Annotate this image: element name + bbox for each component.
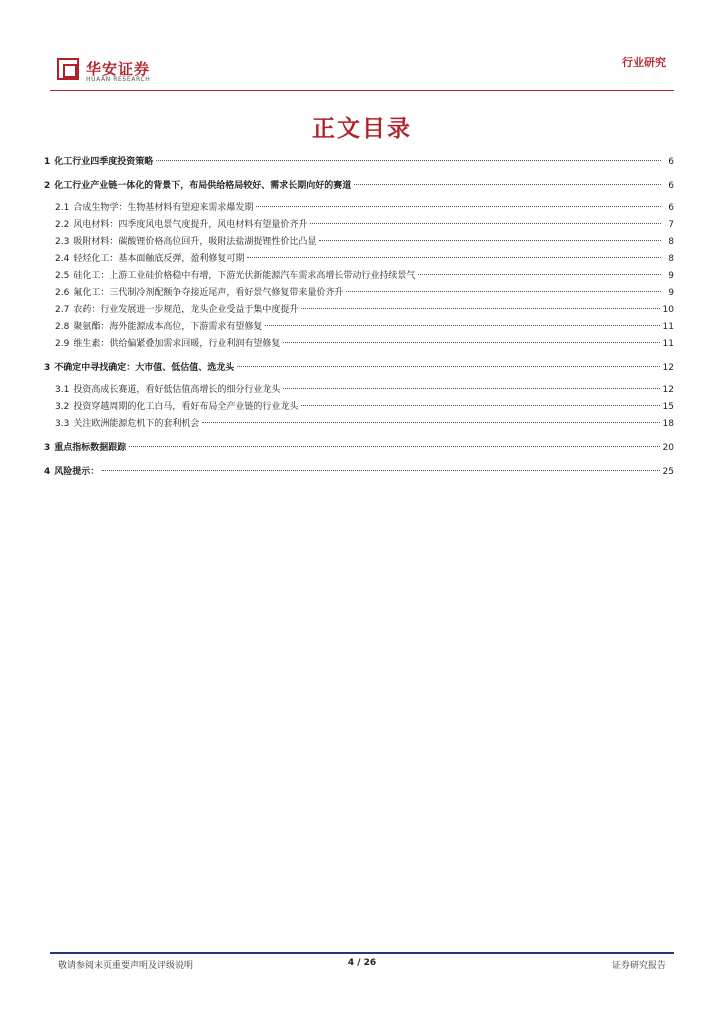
toc-dot-leader — [247, 257, 661, 258]
toc-entry[interactable] — [44, 382, 674, 397]
toc-entry-title: 化工行业产业链一体化的背景下，布局供给格局较好、需求长期向好的赛道 — [54, 181, 352, 191]
toc-entry-number: 2.9 — [55, 339, 70, 349]
toc-entry-title: 硅化工：上游工业硅价格稳中有增，下游光伏新能源汽车需求高增长带动行业持续景气 — [73, 271, 416, 281]
toc-entry[interactable] — [44, 319, 674, 334]
toc-entry-page: 8 — [668, 254, 674, 264]
toc-entry-number: 3.1 — [55, 385, 70, 395]
brand-logo-icon — [57, 58, 79, 80]
brand-name-cn: 华安证券 — [86, 60, 151, 78]
toc-entry-title: 聚氨酯：海外能源成本高位，下游需求有望修复 — [73, 322, 263, 332]
toc-entry-page: 11 — [662, 322, 674, 332]
toc-entry-title: 合成生物学：生物基材料有望迎来需求爆发期 — [73, 203, 254, 213]
toc-dot-leader — [283, 342, 659, 343]
toc-entry-page: 15 — [662, 402, 674, 412]
toc-entry-page: 25 — [662, 467, 674, 477]
toc-entry-page: 8 — [668, 237, 674, 247]
page-title: 正文目录 — [312, 115, 412, 142]
toc-entry-page: 10 — [662, 305, 674, 315]
toc-entry-number: 2.3 — [55, 237, 70, 247]
toc-entry-title: 吸附材料：碳酸锂价格高位回升，吸附法盐湖提锂性价比凸显 — [73, 237, 317, 247]
toc-dot-leader — [418, 274, 661, 275]
toc-dot-leader — [310, 223, 661, 224]
toc-entry-number: 1 — [44, 157, 51, 167]
toc-entry-title: 氟化工：三代制冷剂配额争夺接近尾声，看好景气修复带来量价齐升 — [73, 288, 344, 298]
toc-entry-page: 18 — [662, 419, 674, 429]
toc-entry-number: 2.1 — [55, 203, 70, 213]
toc-dot-leader — [156, 160, 661, 161]
toc-entry-title: 关注欧洲能源危机下的套利机会 — [73, 419, 200, 429]
toc-entry-number: 2 — [44, 181, 51, 191]
toc-dot-leader — [354, 184, 661, 185]
toc-entry[interactable] — [44, 251, 674, 266]
toc-entry-page: 6 — [668, 203, 674, 213]
toc-entry-title: 不确定中寻找确定：大市值、低估值、选龙头 — [54, 363, 235, 373]
toc-entry-number: 2.6 — [55, 288, 70, 298]
toc-entry[interactable] — [44, 200, 674, 215]
toc-entry-number: 2.5 — [55, 271, 70, 281]
toc-entry[interactable] — [44, 360, 674, 375]
toc-entry-number: 2.7 — [55, 305, 70, 315]
toc-dot-leader — [319, 240, 661, 241]
toc-entry-page: 6 — [668, 157, 674, 167]
toc-entry-title: 风电材料：四季度风电景气度提升，风电材料有望量价齐升 — [73, 220, 308, 230]
table-of-contents — [44, 154, 674, 479]
toc-entry-title: 维生素：供给偏紧叠加需求回暖，行业利润有望修复 — [73, 339, 281, 349]
header-divider — [50, 90, 674, 91]
toc-entry-number: 2.8 — [55, 322, 70, 332]
toc-entry[interactable] — [44, 464, 674, 479]
toc-entry-number: 2.4 — [55, 254, 70, 264]
toc-entry[interactable] — [44, 217, 674, 232]
toc-entry-number: 3 — [44, 363, 51, 373]
toc-entry[interactable] — [44, 399, 674, 414]
toc-entry-number: 3 — [44, 443, 51, 453]
footer-divider — [50, 952, 674, 954]
toc-entry-page: 12 — [662, 385, 674, 395]
toc-entry-page: 11 — [662, 339, 674, 349]
page-number: 4 / 26 — [347, 958, 377, 968]
toc-entry[interactable] — [44, 416, 674, 431]
toc-entry-title: 投资高成长赛道，看好低估值高增长的细分行业龙头 — [73, 385, 281, 395]
toc-entry[interactable] — [44, 302, 674, 317]
toc-entry[interactable] — [44, 336, 674, 351]
toc-entry[interactable] — [44, 285, 674, 300]
toc-entry-page: 20 — [662, 443, 674, 453]
toc-entry-page: 6 — [668, 181, 674, 191]
toc-entry-number: 4 — [44, 467, 51, 477]
toc-entry-title: 化工行业四季度投资策略 — [54, 157, 154, 167]
toc-entry-title: 重点指标数据跟踪 — [54, 443, 127, 453]
toc-entry-title: 风险提示： — [54, 467, 100, 477]
brand-name-en: HUAAN RESEARCH — [86, 76, 151, 83]
toc-entry-number: 3.2 — [55, 402, 70, 412]
toc-entry-page: 9 — [668, 288, 674, 298]
toc-entry[interactable] — [44, 234, 674, 249]
toc-entry-page: 7 — [668, 220, 674, 230]
toc-entry-number: 3.3 — [55, 419, 70, 429]
footer-report-label: 证券研究报告 — [611, 961, 666, 971]
toc-dot-leader — [265, 325, 659, 326]
toc-dot-leader — [202, 422, 659, 423]
toc-dot-leader — [283, 388, 659, 389]
toc-dot-leader — [301, 405, 659, 406]
toc-dot-leader — [237, 366, 659, 367]
toc-entry-page: 9 — [668, 271, 674, 281]
toc-entry-title: 投资穿越周期的化工白马，看好布局全产业链的行业龙头 — [73, 402, 299, 412]
toc-entry-page: 12 — [662, 363, 674, 373]
toc-entry[interactable] — [44, 178, 674, 193]
footer-disclaimer: 敬请参阅末页重要声明及评级说明 — [58, 961, 194, 971]
toc-entry-number: 2.2 — [55, 220, 70, 230]
toc-entry[interactable] — [44, 440, 674, 455]
page-header — [0, 0, 724, 100]
toc-dot-leader — [256, 206, 661, 207]
toc-entry[interactable] — [44, 268, 674, 283]
toc-dot-leader — [129, 446, 659, 447]
report-type-label: 行业研究 — [622, 56, 666, 69]
toc-entry-title: 轻烃化工：基本面触底反弹，盈利修复可期 — [73, 254, 245, 264]
toc-entry[interactable] — [44, 154, 674, 169]
toc-entry-title: 农药：行业发展进一步规范，龙头企业受益于集中度提升 — [73, 305, 299, 315]
toc-dot-leader — [346, 291, 661, 292]
toc-dot-leader — [102, 470, 659, 471]
toc-dot-leader — [301, 308, 659, 309]
